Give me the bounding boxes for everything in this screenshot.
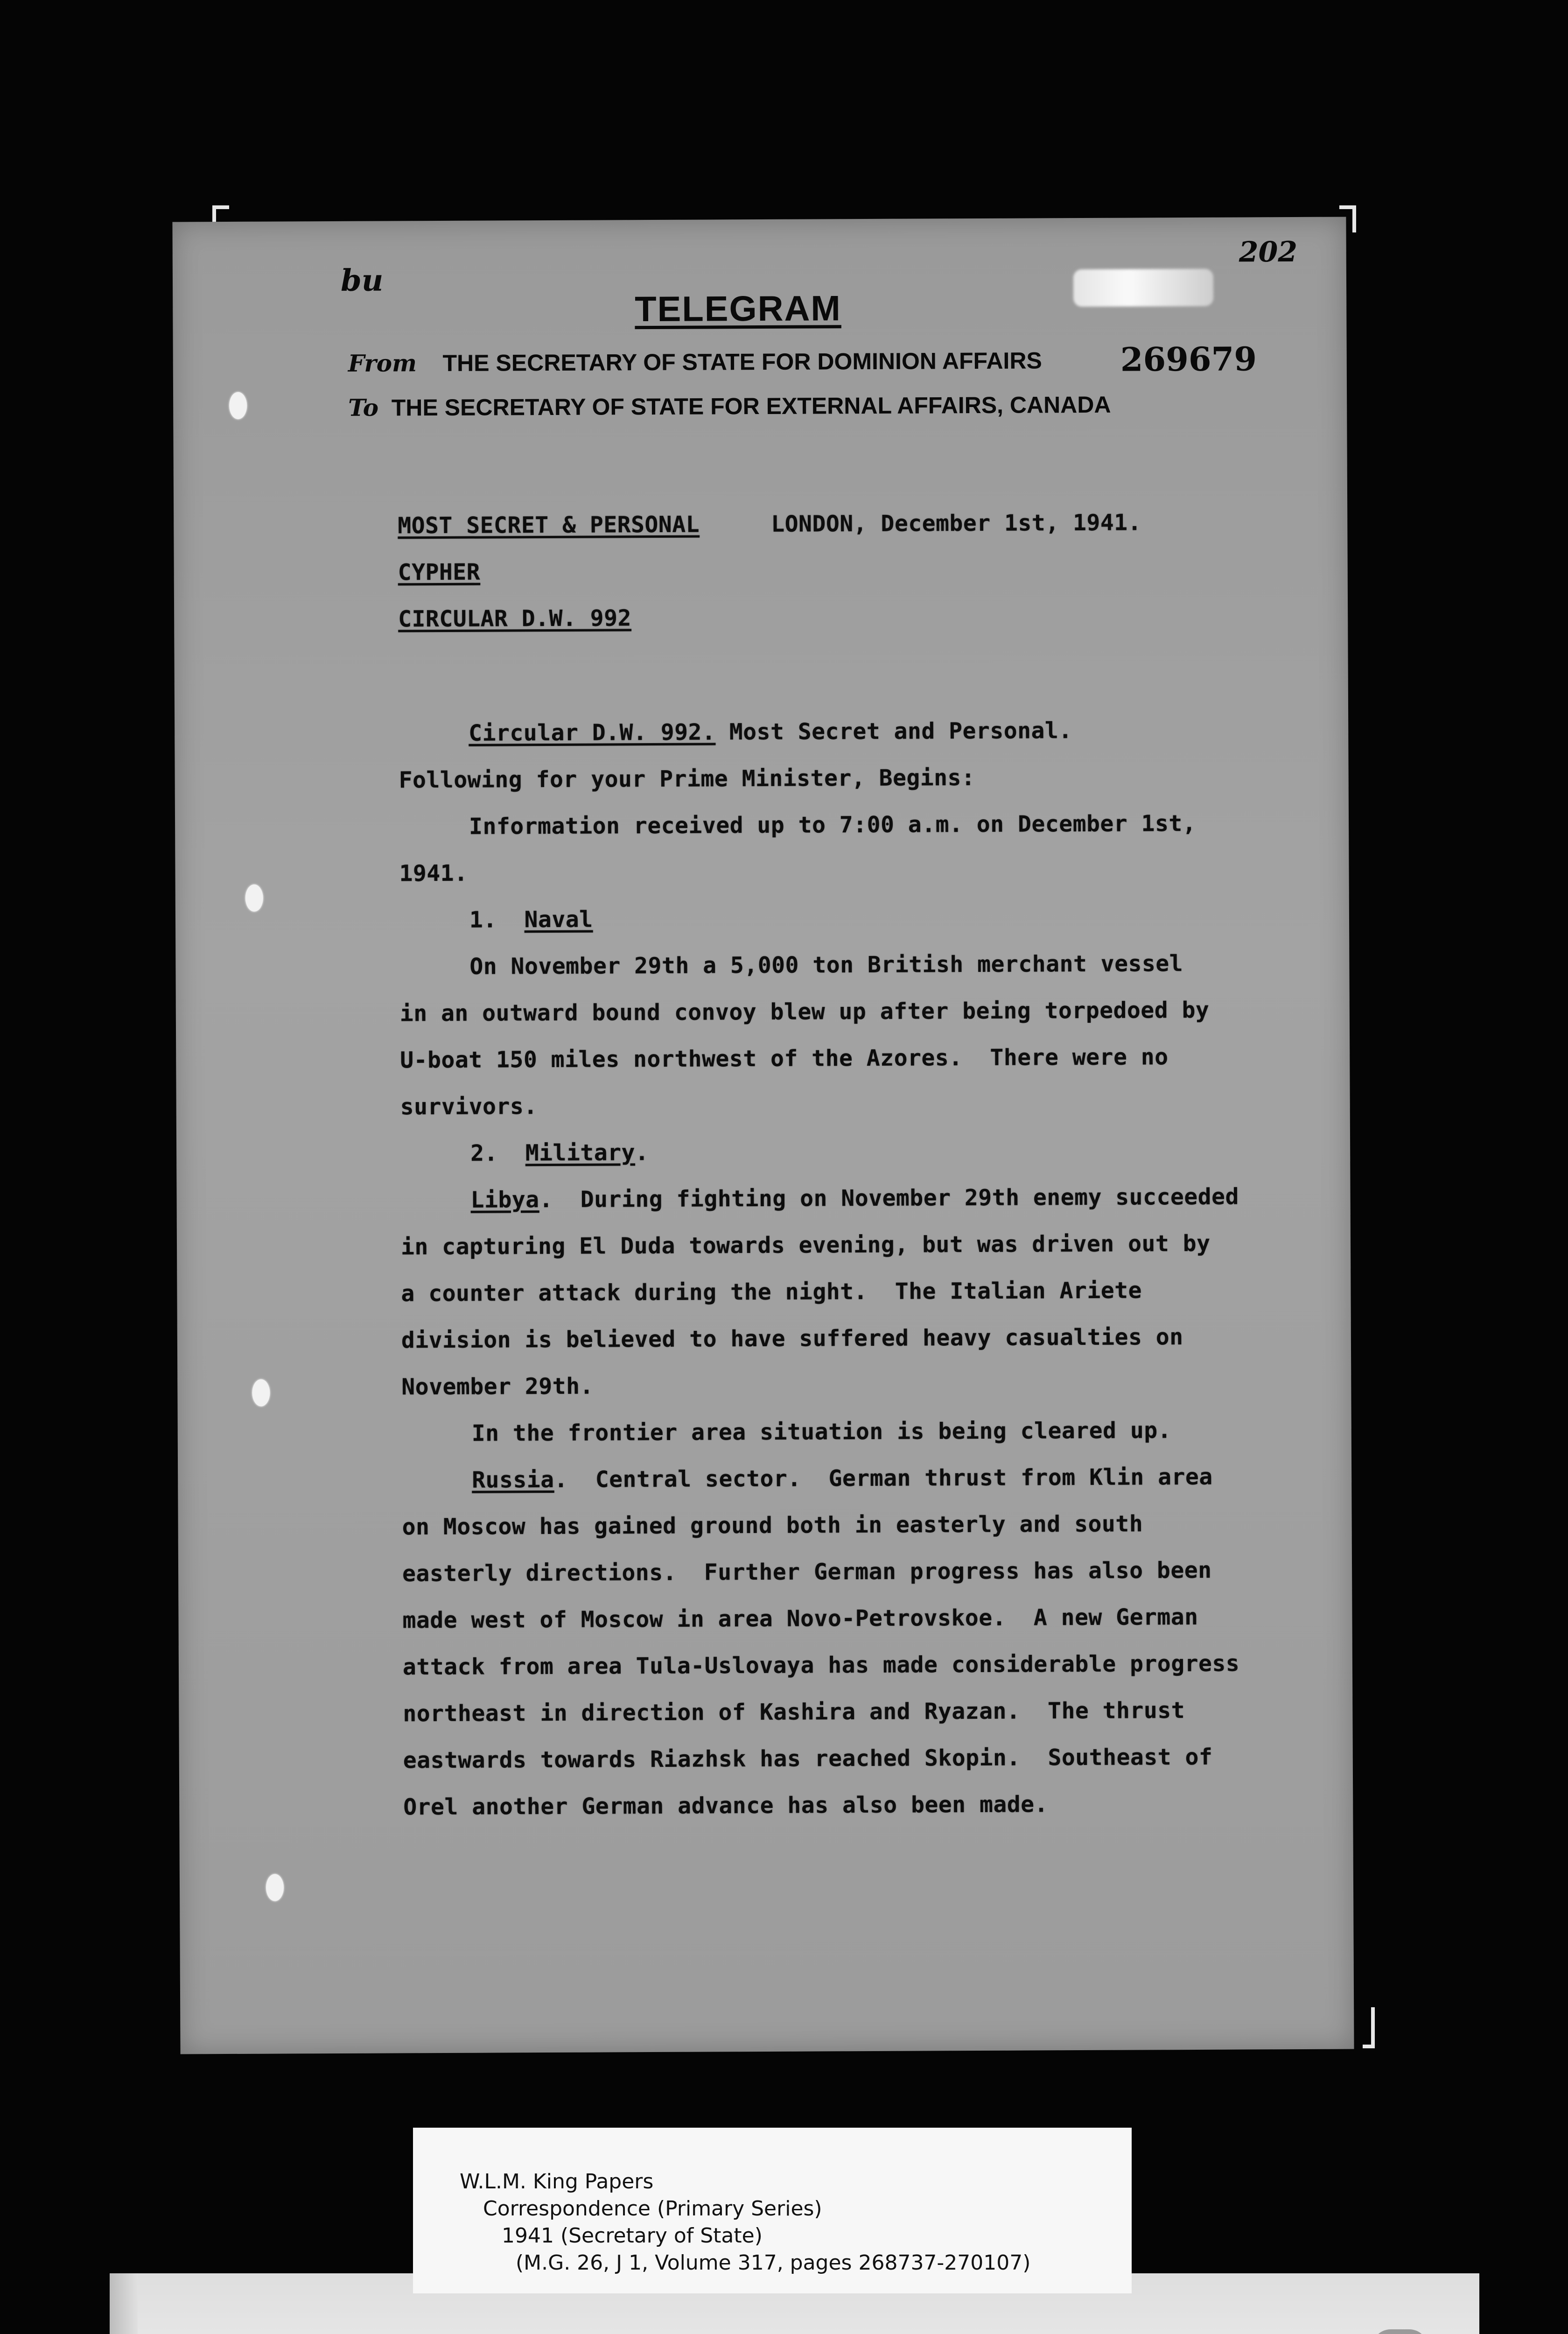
crop-mark-bottom-right <box>1363 2007 1375 2048</box>
place-date: LONDON, December 1st, 1941. <box>771 509 1142 537</box>
body-line: U-boat 150 miles northwest of the Azores. There were no <box>400 1044 1169 1074</box>
body-line: made west of Moscow in area Novo-Petrovskoe. A new German <box>402 1603 1198 1634</box>
label-line: W.L.M. King Papers <box>460 2170 654 2193</box>
section-dot: . <box>635 1139 649 1166</box>
body-line: division is believed to have suffered heavy casualties on <box>401 1324 1183 1354</box>
to-value: THE SECRETARY OF STATE FOR EXTERNAL AFFAIRS, CANADA <box>391 391 1111 421</box>
circular-rest: Most Secret and Personal. <box>715 717 1072 745</box>
circular-heading: Circular D.W. 992. <box>469 719 716 746</box>
body-line: easterly directions. Further German progress has also been <box>402 1557 1212 1587</box>
russia-text: . Central sector. German thrust from Klin area <box>554 1463 1213 1493</box>
body-line: Information received up to 7:00 a.m. on December 1st, <box>469 810 1197 840</box>
russia-line <box>472 1464 1213 1493</box>
punch-hole <box>252 1379 270 1406</box>
section-title: Military <box>525 1139 636 1167</box>
section-military <box>470 1139 649 1167</box>
circular-line <box>469 717 1072 746</box>
russia-heading: Russia <box>472 1466 554 1493</box>
to-line <box>348 391 1111 422</box>
collection-label-card <box>413 2128 1132 2293</box>
body-line: November 29th. <box>401 1373 594 1400</box>
tape-strip <box>1073 269 1213 307</box>
body-line: Following for your Prime Minister, Begins: <box>399 765 975 794</box>
board-edge <box>110 2273 138 2334</box>
cypher-label: CYPHER <box>398 559 481 586</box>
body-line: In the frontier area situation is being cleared up. <box>471 1417 1172 1447</box>
handwritten-initial: bu <box>340 263 384 298</box>
section-naval <box>469 907 593 933</box>
section-title: Naval <box>524 906 593 933</box>
body-line: a counter attack during the night. The Italian Ariete <box>401 1277 1142 1307</box>
punch-hole <box>229 392 247 419</box>
body-line: Orel another German advance has also been made. <box>403 1791 1049 1821</box>
libya-text: . During fighting on November 29th enemy succeeded <box>539 1183 1239 1213</box>
body-line: attack from area Tula-Uslovaya has made considerable progress <box>402 1650 1240 1680</box>
libya-heading: Libya <box>470 1187 539 1213</box>
body-line: survivors. <box>400 1093 538 1120</box>
telegram-title: TELEGRAM <box>635 288 841 330</box>
to-label: To <box>348 394 379 422</box>
body-line: on Moscow has gained ground both in easterly and south <box>402 1511 1143 1540</box>
body-line: in capturing El Duda towards evening, but was driven out by <box>400 1230 1211 1260</box>
from-line <box>348 346 1042 377</box>
label-line: 1941 (Secretary of State) <box>502 2224 763 2248</box>
body-line: 1941. <box>399 860 468 887</box>
label-line: Correspondence (Primary Series) <box>483 2197 822 2221</box>
body-line: in an outward bound convoy blew up after being torpedoed by <box>399 997 1210 1027</box>
punch-hole <box>266 1874 284 1901</box>
from-label: From <box>348 349 417 377</box>
circular-label: CIRCULAR D.W. 992 <box>398 605 632 633</box>
section-number: 1. <box>469 907 497 933</box>
from-value: THE SECRETARY OF STATE FOR DOMINION AFFAIRS <box>442 347 1042 376</box>
telegram-sheet <box>172 217 1354 2054</box>
handwritten-folio-number: 202 <box>1239 235 1298 269</box>
document-number: 269679 <box>1120 339 1257 379</box>
board-clip <box>1372 2329 1428 2334</box>
body-line: northeast in direction of Kashira and Ryazan. The thrust <box>403 1697 1185 1727</box>
body-line: eastwards towards Riazhsk has reached Skopin. Southeast of <box>403 1743 1213 1774</box>
libya-line <box>470 1184 1239 1213</box>
body-line: On November 29th a 5,000 ton British merchant vessel <box>469 950 1183 980</box>
punch-hole <box>245 885 263 912</box>
classification: MOST SECRET & PERSONAL <box>398 511 700 539</box>
section-number: 2. <box>470 1140 498 1167</box>
label-line: (M.G. 26, J 1, Volume 317, pages 268737-270107) <box>516 2251 1031 2275</box>
